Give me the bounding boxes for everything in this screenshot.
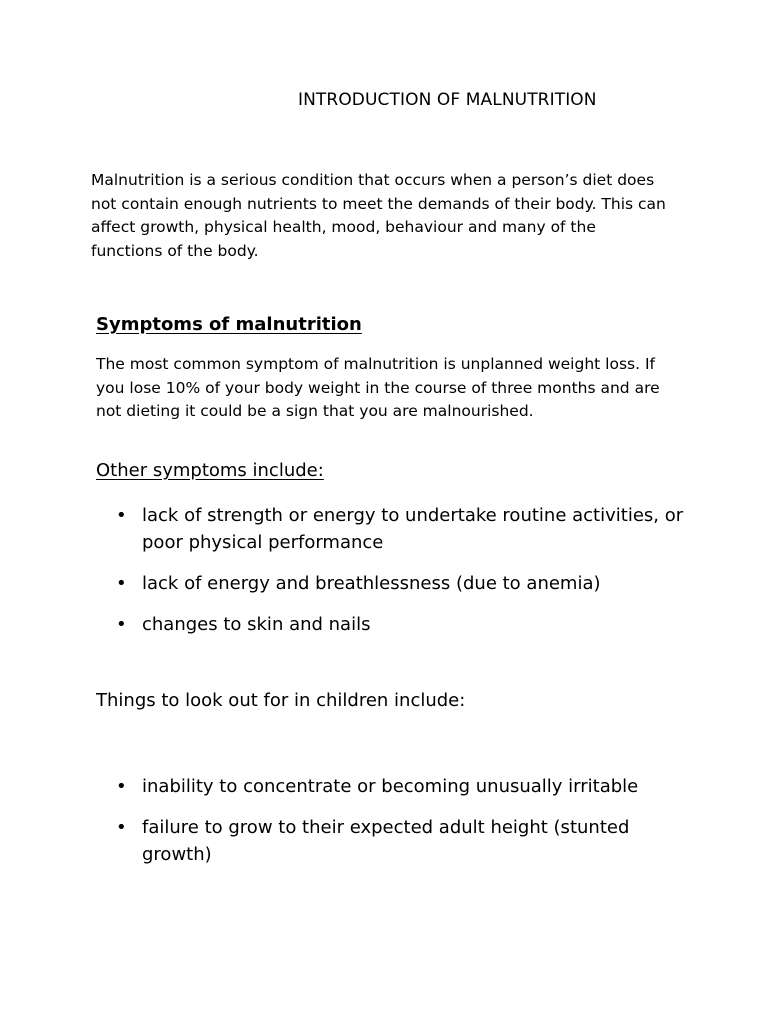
bullet-icon: • — [116, 614, 127, 635]
bullet-icon: • — [116, 573, 127, 594]
list-item-text: changes to skin and nails — [142, 614, 371, 635]
symptoms-heading: Symptoms of malnutrition — [96, 314, 362, 335]
document-title: INTRODUCTION OF MALNUTRITION — [298, 90, 597, 110]
list-item — [116, 502, 686, 556]
list-item-text: failure to grow to their expected adult height (stunted growth) — [142, 817, 630, 865]
list-item — [116, 773, 686, 800]
children-symptoms-list — [116, 773, 686, 882]
symptoms-paragraph: The most common symptom of malnutrition is unplanned weight loss. If you lose 10% of your body weight in the course of three months and are not dieting it could be a sign that you are malnourished. — [96, 355, 660, 420]
bullet-icon: • — [116, 505, 127, 526]
list-item-text: lack of strength or energy to undertake routine activities, or poor physical performance — [142, 505, 684, 553]
other-symptoms-list — [116, 502, 686, 652]
list-item — [116, 611, 686, 638]
list-item-text: inability to concentrate or becoming unusually irritable — [142, 776, 639, 797]
children-intro: Things to look out for in children include: — [96, 690, 466, 711]
list-item — [116, 570, 686, 597]
bullet-icon: • — [116, 817, 127, 838]
other-symptoms-heading: Other symptoms include: — [96, 460, 324, 481]
list-item-text: lack of energy and breathlessness (due to anemia) — [142, 573, 601, 594]
list-item — [116, 814, 686, 868]
intro-paragraph: Malnutrition is a serious condition that occurs when a person’s diet does not contain enough nutrients to meet the demands of their body. This can affect growth, physical health, mood, behaviour and many of the functions of the body. — [91, 171, 666, 260]
bullet-icon: • — [116, 776, 127, 797]
